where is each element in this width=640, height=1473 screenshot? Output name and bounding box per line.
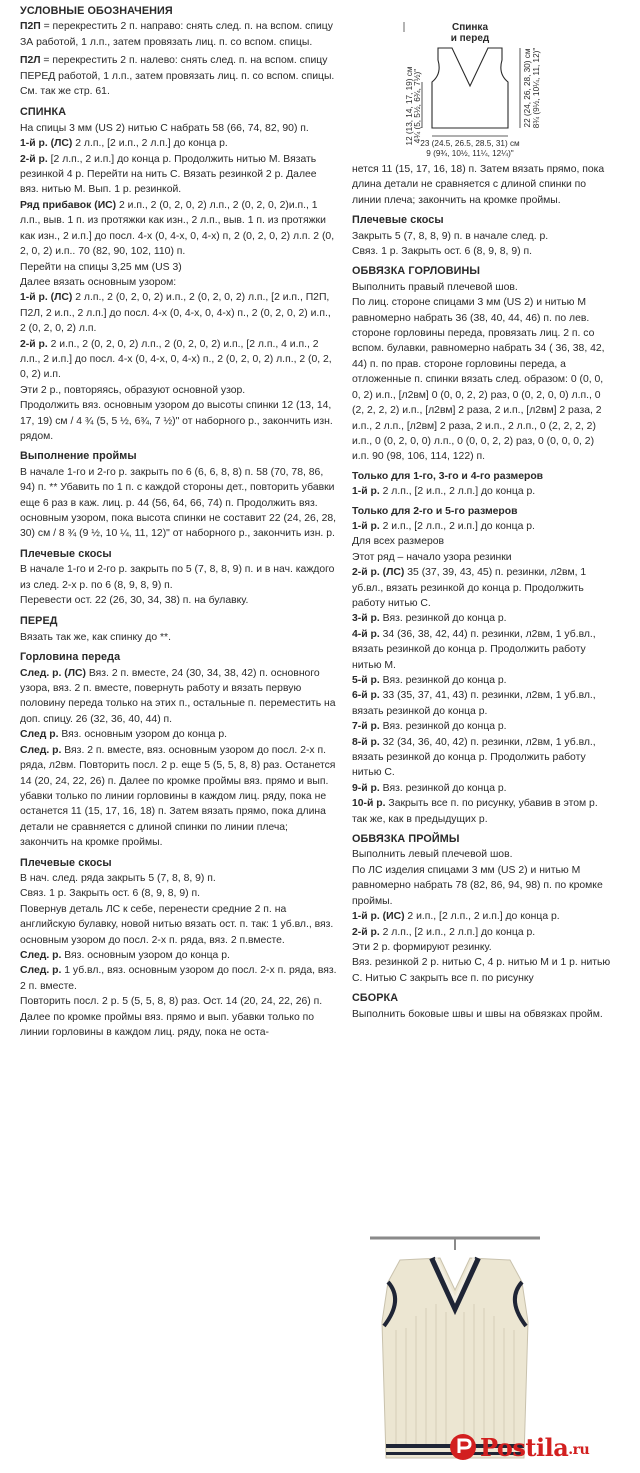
pattern-row1: 1-й р. (ЛС) 2 л.п., 2 (0, 2, 0, 2) и.п., 2 (0, 2, 0, 2) л.п., [2 и.п., П2П, П2Л, 2 и.п., 2 л.п.] до посл. 4-х (0, 4-х, 0, 4-х) п., 2 (0, 2, 0, 2) и.п., 2 (0, 2, 0, 2) л.п. <box>20 292 331 335</box>
back-needles: Перейти на спицы 3,25 мм (US 3) <box>20 261 182 273</box>
back-row1: 1-й р. (ЛС) 2 л.п., [2 и.п., 2 л.п.] до конца р. <box>20 138 228 150</box>
nb-row3: 3-й р. Вяз. резинкой до конца р. <box>352 613 507 625</box>
postila-wordmark: Postila.ru <box>480 1432 590 1462</box>
armband-text2: По ЛС изделия спицами 3 мм (US 2) и нитью М равномерно набрать 78 (82, 86, 94, 98) п. по кромке проймы. <box>352 864 603 907</box>
left-dim-in: 4¾ (5, 5½, 6¾, 7½)" <box>413 68 422 144</box>
postila-watermark <box>448 1430 638 1464</box>
sizes-134-title: Только для 1-го, 3-го и 4-го размеров <box>352 470 544 482</box>
nb-row2: 2-й р. (ЛС) 35 (37, 39, 43, 45) п. резинки, л2вм, 1 уб.вл., вязать резинкой до конца р. Продолжить работу нитью С. <box>352 567 587 609</box>
back-title: СПИНКА <box>20 106 67 119</box>
shoulders2-l2: Связ. 1 р. Закрыть ост. 6 (8, 9, 8, 9) п. <box>20 888 200 900</box>
armhole-title: Выполнение проймы <box>20 450 137 463</box>
armband-row2: 2-й р. 2 л.п., [2 и.п., 2 л.п.] до конца р. <box>352 926 536 938</box>
right-dim-in: 8¾ (9½, 10¼, 11, 12)" <box>532 47 541 129</box>
vest-body <box>382 1258 528 1458</box>
shoulders2-l5: След. р. 1 уб.вл., вяз. основным узором до посл. 2-х п. ряда, вяз. 2 п. вместе. <box>20 965 337 992</box>
right-dim-cm: 22 (24, 26, 28, 30) см <box>523 48 532 128</box>
shoulders2-l1: В нач. след. ряда закрыть 5 (7, 8, 8, 9) п. <box>20 872 216 884</box>
pattern-row2: 2-й р. 2 и.п., 2 (0, 2, 0, 2) л.п., 2 (0, 2, 0, 2) и.п., [2 л.п., 4 и.п., 2 л.п., 2 и.п.] до посл. 4-х (0, 4-х, 0, 4-х) п., 2 (0, 2, 0, 2) л.п., 2 (0, 2, 0, 2) и.п. <box>20 338 332 381</box>
left-column <box>20 0 338 1040</box>
front-neck-l2: След р. Вяз. основным узором до конца р. <box>20 729 227 741</box>
shoulders2-title: Плечевые скосы <box>20 856 112 869</box>
legend-see-also: См. так же стр. 61. <box>20 86 110 98</box>
nb-row10: 10-й р. Закрыть все п. по рисунку, убавив в этом р. так же, как в предыдущих р. <box>352 798 598 825</box>
pattern-repeat: Эти 2 р., повторяясь, образуют основной узор. <box>20 384 246 396</box>
legend-p2p: П2П = перекрестить 2 п. направо: снять след. п. на вспом. спицу ЗА работой, 1 л.п., затем провязать лиц. п. со вспом. спицы. <box>20 21 333 48</box>
shoulders3-l2: Связ. 1 р. Закрыть ост. 6 (8, 9, 8, 9) п. <box>352 246 532 258</box>
front-neck-continuation: нется 11 (15, 17, 16, 18) п. Затем вязать прямо, пока длина детали не сравняется с длиной спинки по линии плеча; закончить на кромке проймы. <box>352 164 605 206</box>
vest-outline-shape <box>432 48 508 128</box>
rib-start: Этот ряд – начало узора резинки <box>352 551 512 563</box>
nb-row5: 5-й р. Вяз. резинкой до конца р. <box>352 675 507 686</box>
front-text: Вязать так же, как спинку до **. <box>20 631 171 643</box>
neckband-title: ОБВЯЗКА ГОРЛОВИНЫ <box>352 265 481 278</box>
back-cast-on: На спицы 3 мм (US 2) нитью С набрать 58 (66, 74, 82, 90) п. <box>20 122 309 134</box>
bottom-dim-cm: 23 (24.5, 26.5, 28.5, 31) см <box>420 139 520 148</box>
right-column <box>352 162 612 1022</box>
armband-colors: Вяз. резинкой 2 р. нитью С, 4 р. нитью М и 1 р. нитью С. Нитью С закрыть все п. по рисунку <box>352 957 611 984</box>
assembly-text: Выполнить боковые швы и швы на обвязках пройм. <box>352 1008 603 1020</box>
front-title: ПЕРЕД <box>20 615 58 628</box>
shoulders2-l4: След. р. Вяз. основным узором до конца р. <box>20 949 230 961</box>
back-increase-row: Ряд прибавок (ИС) 2 и.п., 2 (0, 2, 0, 2) л.п., 2 (0, 2, 0, 2)и.п., 1 л.п., выв. 1 п. из протяжки как изн., 2 л.п., выв. 1 п. из протяжки как изн., 2 и.п.] до посл. 4-х (0, 4-х, 0, 4-х) п, 2 (0, 2, 0, 2) л.п. 2 (0, 2, 0, 2) и.п.. 70 (82, 90, 102, 110) п. <box>20 199 335 258</box>
shoulders1-title: Плечевые скосы <box>20 547 112 560</box>
postila-logo-icon <box>448 1432 478 1462</box>
shoulders2-l6: Повторить посл. 2 р. 5 (5, 5, 8, 8) раз. Ост. 14 (20, 24, 22, 26) п. Далее по кромке проймы вяз. прямо и вып. убавки только по линии горловины в каждом лиц. ряду, пока не оста- <box>20 996 323 1038</box>
shoulders3-title: Плечевые скосы <box>352 214 444 227</box>
sizes-25-title: Только для 2-го и 5-го размеров <box>352 505 518 517</box>
nb-row8: 8-й р. 32 (34, 36, 40, 42) п. резинки, л2вм, 1 уб.вл., вязать резинкой до конца р. Продолжить работу нитью С. <box>352 736 596 779</box>
armhole-text: В начале 1-го и 2-го р. закрыть по 6 (6, 6, 8, 8) п. 58 (70, 78, 86, 94) п. ** Убавить по 1 п. с каждой стороны дет., повторить убавки еще 6 раз в каж. лиц. р. 44 (56, 64, 66, 74) п. Продолжить вяз. основным узором, пока высота спинки не составит 22 (24, 26, 28, 30) см / 8 ¾ (9 ½, 10 ¼, 11, 12)" от наборного р., закончить изн. р. <box>20 466 337 540</box>
front-neck-title: Горловина переда <box>20 651 121 664</box>
vest-schematic <box>394 8 554 158</box>
back-row2: 2-й р. [2 л.п., 2 и.п.] до конца р. Продолжить нитью М. Вязать резинкой 4 р. Перейти на нить С. Вязать резинкой 2 р. Далее вяз. нитью М. Вып. 1 р. резинкой. <box>20 153 317 196</box>
nb-row7: 7-й р. Вяз. резинкой до конца р. <box>352 721 507 733</box>
left-dim-cm: 12 (13, 14, 17, 19) см <box>405 66 414 146</box>
all-sizes: Для всех размеров <box>352 536 445 548</box>
neckband-text1: Выполнить правый плечевой шов. <box>352 281 518 293</box>
sizes-134-row: 1-й р. 2 л.п., [2 и.п., 2 л.п.] до конца р. <box>352 486 536 498</box>
shoulders1-holder: Перевести ост. 22 (26, 30, 34, 38) п. на булавку. <box>20 595 249 607</box>
front-neck-l3: След. р. Вяз. 2 п. вместе, вяз. основным узором до посл. 2-х п. ряда, л2вм. Повторить посл. 2 р. еще 5 (5, 5, 8, 8) раз. Останется 14 (20, 24, 22, 26) п. Далее по кромке проймы вяз. прямо и вып. убавки только по линии горловины в каждом лиц. ряду, пока не останется 11 (15, 17, 16, 18) п. Затем вязать прямо, пока длина детали не сравняется с длиной спинки по линии плеча; закончить на кромке проймы. <box>20 744 336 849</box>
pattern-continue: Продолжить вяз. основным узором до высоты спинки 12 (13, 14, 17, 19) см / 4 ¾ (5, 5 ½, 6¾, 7 ½)" от наборного р., закончить изн. рядом. <box>20 400 333 442</box>
armband-title: ОБВЯЗКА ПРОЙМЫ <box>352 833 460 846</box>
armband-rib: Эти 2 р. формируют резинку. <box>352 941 492 953</box>
armband-row1: 1-й р. (ИС) 2 и.п., [2 л.п., 2 и.п.] до конца р. <box>352 911 560 923</box>
armband-text1: Выполнить левый плечевой шов. <box>352 849 513 861</box>
neckband-text2: По лиц. стороне спицами 3 мм (US 2) и нитью М равномерно набрать 36 (38, 40, 44, 46) п. по лев. стороне горловины переда, провязать лиц. 2 п. со вспом. булавки, равномерно набрать 34 ( 36, 38, 42, 44) п. по прав. стороне горловины переда, а отложенные п. спинки вязать след. образом: 0 (0, 0, 0, 2) и.п., [л2вм] 0 (0, 0, 2, 2) раз, 0 (0, 2, 0, 0) л.п., 0 (2, 2, 2, 2) и.п., [л2вм] 2 раза, 2 и.п., [л2вм] 2 раза, 2 и.п., 2 л.п., [л2вм] 2 раза, 2 и.п., 2 л.п., 0 (2, 2, 2, 2) и.п., 0 (0, 2, 0, 0) л.п., 0 (0, 0, 2, 2) раз, 0 (0, 0, 0, 2) и.п. 90 (98, 106, 114, 122) п. <box>352 297 605 463</box>
shoulders2-l3: Повернув деталь ЛС к себе, перенести средние 2 п. на английскую булавку, новой нитью вязать ост. п. так: 1 уб.вл., вяз. основным узором до посл. 2-х п. ряда, вяз. 2 п.вместе. <box>20 903 334 946</box>
sizes-25-row: 1-й р. 2 и.п., [2 л.п., 2 и.п.] до конца р. <box>352 520 535 532</box>
shoulders1-text: В начале 1-го и 2-го р. закрыть по 5 (7, 8, 8, 9) п. и в нач. каждого из след. 2-х р. по 6 (8, 9, 8, 9) п. <box>20 564 335 591</box>
diagram-title-2: и перед <box>450 33 490 44</box>
front-neck-l1: След. р. (ЛС) Вяз. 2 п. вместе, 24 (30, 34, 38, 42) п. основного узора, вяз. 2 п. вместе, повернуть работу и вязать первую половину переда только на этих п., остальные п. переместить на доп. спицу. 26 (32, 36, 40, 44) п. <box>20 667 336 725</box>
back-main-pattern: Далее вязать основным узором: <box>20 276 177 288</box>
shoulders3-l1: Закрыть 5 (7, 8, 8, 9) п. в начале след. р. <box>352 230 549 242</box>
legend-p2l: П2Л = перекрестить 2 п. налево: снять след. п. на вспом. спицу ПЕРЕД работой, 1 л.п., затем провязать лиц. п. со вспом. спицы. <box>20 55 335 82</box>
nb-row4: 4-й р. 34 (36, 38, 42, 44) п. резинки, л2вм, 1 уб.вл., вязать резинкой до конца р. Продолжить работу нитью М. <box>352 628 596 671</box>
nb-row6: 6-й р. 33 (35, 37, 41, 43) п. резинки, л2вм, 1 уб.вл., вязать резинкой до конца р. <box>352 690 596 717</box>
legend-title: УСЛОВНЫЕ ОБОЗНАЧЕНИЯ <box>20 5 173 17</box>
bottom-dim-in: 9 (9¾, 10½, 11¼, 12¼)" <box>426 149 514 158</box>
nb-row9: 9-й р. Вяз. резинкой до конца р. <box>352 782 507 794</box>
assembly-title: СБОРКА <box>352 992 399 1005</box>
diagram-title-1: Спинка <box>451 22 489 33</box>
